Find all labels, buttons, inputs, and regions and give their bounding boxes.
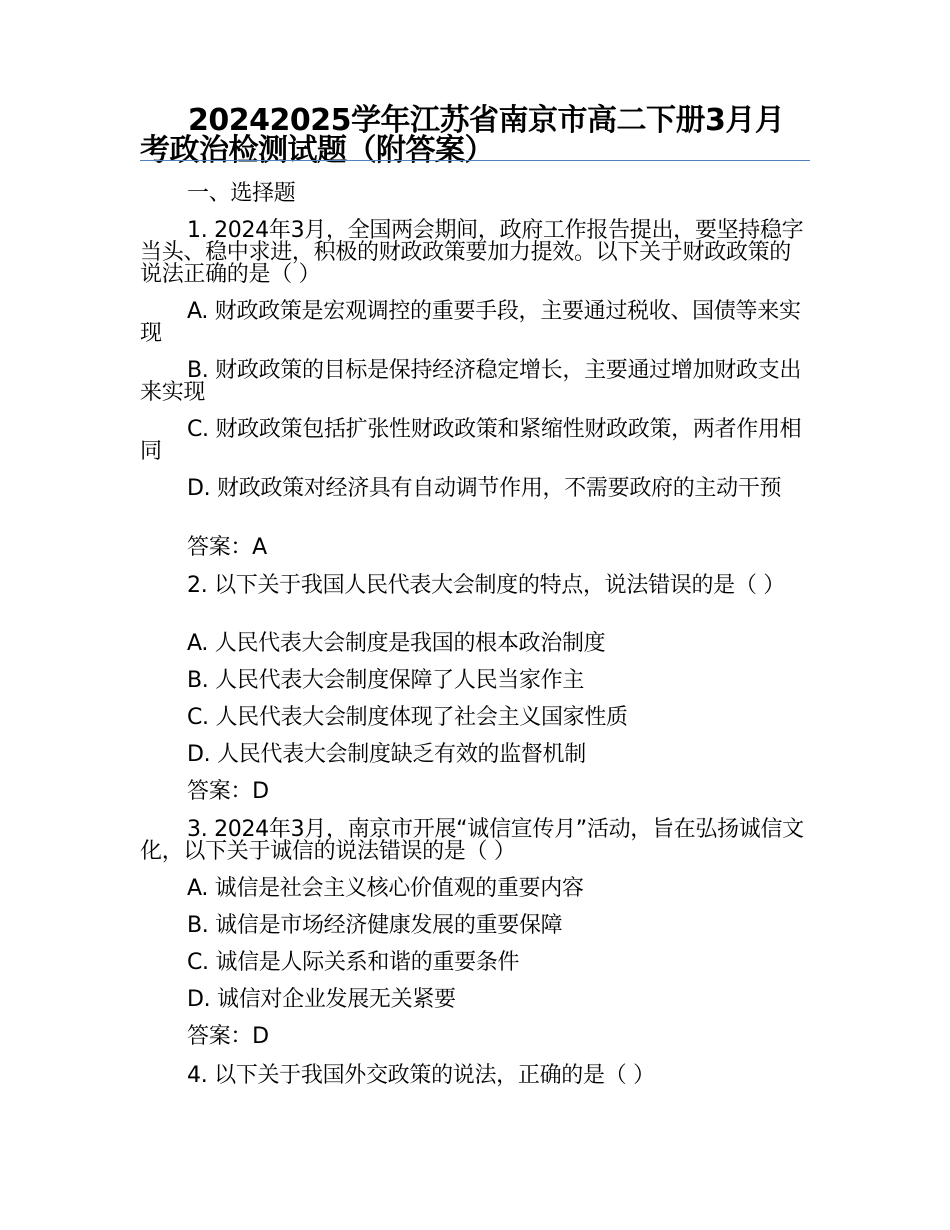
question-1-option-b: B. 财政政策的目标是保持经济稳定增长，主要通过增加财政支出来实现 <box>140 358 802 405</box>
question-3-option-c: C. 诚信是人际关系和谐的重要条件 <box>187 950 520 975</box>
title-underline <box>140 160 810 161</box>
document-title: 20242025学年江苏省南京市高二下册3月月考政治检测试题（附答案） <box>140 103 785 168</box>
question-4-stem: 4. 以下关于我国外交政策的说法，正确的是（ ） <box>187 1063 655 1088</box>
question-3-option-b: B. 诚信是市场经济健康发展的重要保障 <box>187 913 563 938</box>
question-3-option-a: A. 诚信是社会主义核心价值观的重要内容 <box>187 876 584 901</box>
question-1-option-a: A. 财政政策是宏观调控的重要手段，主要通过税收、国债等来实现 <box>140 299 801 346</box>
question-2-option-b: B. 人民代表大会制度保障了人民当家作主 <box>187 668 585 693</box>
question-2-option-d: D. 人民代表大会制度缺乏有效的监督机制 <box>187 742 586 767</box>
question-2-answer: 答案：D <box>187 779 269 804</box>
question-1-answer: 答案：A <box>187 535 267 560</box>
question-1-option-d: D. 财政政策对经济具有自动调节作用，不需要政府的主动干预 <box>187 476 782 501</box>
question-1-stem: 1. 2024年3月，全国两会期间，政府工作报告提出，要坚持稳字当头、稳中求进，积极的财政政策要加力提效。以下关于财政政策的说法正确的是（ ） <box>140 218 804 287</box>
question-3-answer: 答案：D <box>187 1024 269 1049</box>
question-2-option-a: A. 人民代表大会制度是我国的根本政治制度 <box>187 631 606 656</box>
section-heading: 一、选择题 <box>187 181 296 206</box>
question-1-option-c: C. 财政政策包括扩张性财政政策和紧缩性财政政策，两者作用相同 <box>140 417 802 464</box>
question-3-option-d: D. 诚信对企业发展无关紧要 <box>187 987 456 1012</box>
question-2-option-c: C. 人民代表大会制度体现了社会主义国家性质 <box>187 705 628 730</box>
question-3-stem: 3. 2024年3月，南京市开展“诚信宣传月”活动，旨在弘扬诚信文化，以下关于诚信的说法错误的是（ ） <box>140 817 804 864</box>
question-2-stem: 2. 以下关于我国人民代表大会制度的特点，说法错误的是（ ） <box>187 573 785 598</box>
